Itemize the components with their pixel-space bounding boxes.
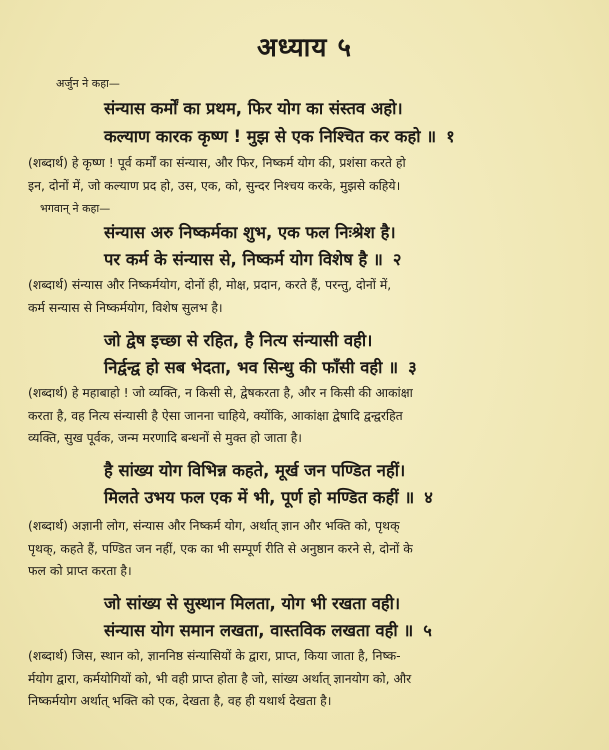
- verse-5-line-1: जो सांख्य से सुस्थान मिलता, योग भी रखता वही।: [104, 594, 401, 613]
- verse-text: पर कर्म के संन्यास से, निष्कर्म योग विशेष है ॥: [104, 250, 383, 269]
- commentary-line: कर्म सन्यास से निष्कर्मयोग, विशेष सुलभ है।: [28, 299, 223, 315]
- commentary-line: करता है, वह नित्य संन्यासी है ऐसा जानना चाहिये, क्योंकि, आकांक्षा द्वेषादि द्वन्द्वरहित: [28, 407, 403, 423]
- verse-number: ४: [424, 488, 433, 507]
- commentary-line: व्यक्ति, सुख पूर्वक, जन्म मरणादि बन्धनों से मुक्त हो जाता है।: [28, 430, 302, 445]
- commentary-line: (शब्दार्थ) अज्ञानी लोग, संन्यास और निष्कर्म योग, अर्थात् ज्ञान और भक्ति को, पृथक्: [28, 518, 400, 533]
- commentary-line: इन, दोनों में, जो कल्याण प्रद हो, उस, एक, को, सुन्दर निश्चय करके, मुझसे कहिये।: [28, 177, 401, 193]
- verse-number: १: [446, 127, 455, 146]
- commentary-line: फल को प्राप्त करता है।: [28, 563, 132, 578]
- verse-4-line-2: [104, 485, 433, 508]
- speaker-label-bhagavan: भगवान् ने कहा—: [40, 202, 111, 215]
- verse-number: ३: [408, 358, 417, 377]
- verse-2-line-1: संन्यास अरु निष्कर्मका शुभ, एक फल निःश्रेश है।: [104, 223, 396, 242]
- commentary-line: पृथक्, कहते हैं, पण्डित जन नहीं, एक का भी सम्पूर्ण रीति से अनुष्ठान करने से, दोनों के: [28, 540, 413, 556]
- verse-1-line-1: संन्यास कर्मों का प्रथम, फिर योग का संस्तव अहो।: [104, 99, 403, 118]
- commentary-line: र्मयोग द्वारा, कर्मयोगियों को, भी वही प्राप्त होता है जो, सांख्य अर्थात् ज्ञानयोग को, और: [28, 670, 412, 686]
- verse-number: ५: [423, 621, 432, 640]
- commentary-2: [28, 274, 588, 319]
- verse-text: मिलते उभय फल एक में भी, पूर्ण हो मण्डित कहीं ॥: [104, 488, 415, 507]
- verse-text: संन्यास योग समान लखता, वास्तविक लखता वही ॥: [104, 621, 414, 640]
- commentary-1: [28, 152, 588, 197]
- verse-text: निर्द्वन्द्व हो सब भेदता, भव सिन्धु की फाँसी वही ॥: [104, 358, 399, 377]
- verse-5-line-2: [104, 618, 432, 641]
- verse-3-line-1: जो द्वेष इच्छा से रहित, है नित्य संन्यासी वही।: [104, 331, 373, 350]
- commentary-line: निष्कर्मयोग अर्थात् भक्ति को एक, देखता है, वह ही यथार्थ देखता है।: [28, 693, 332, 708]
- commentary-4: [28, 515, 588, 583]
- verse-2-line-2: [104, 247, 402, 270]
- verse-text: कल्याण कारक कृष्ण ! मुझ से एक निश्चित कर कहो ॥: [104, 127, 437, 146]
- verse-3-line-2: [104, 355, 417, 378]
- commentary-line: (शब्दार्थ) हे कृष्ण ! पूर्व कर्मों का संन्यास, और फिर, निष्कर्म योग की, प्रशंसा करते हो: [28, 155, 406, 170]
- verse-1-line-2: [104, 124, 455, 147]
- chapter-title: अध्याय ५: [256, 33, 353, 63]
- verse-number: २: [392, 250, 402, 269]
- commentary-5: [28, 645, 588, 713]
- commentary-line: (शब्दार्थ) संन्यास और निष्कर्मयोग, दोनों ही, मोक्ष, प्रदान, करते हैं, परन्तु, दोनों में,: [28, 277, 392, 292]
- commentary-3: [28, 382, 588, 450]
- commentary-line: (शब्दार्थ) हे महाबाहो ! जो व्यक्ति, न किसी से, द्वेषकरता है, और न किसी की आकांक्षा: [28, 385, 413, 400]
- verse-4-line-1: है सांख्य योग विभिन्न कहते, मूर्ख जन पण्डित नहीं।: [104, 461, 406, 480]
- commentary-line: (शब्दार्थ) जिस, स्थान को, ज्ञाननिष्ठ संन्यासियों के द्वारा, प्राप्त, किया जाता है, निष्क-: [28, 648, 401, 663]
- speaker-label-arjuna: अर्जुन ने कहा—: [56, 77, 120, 90]
